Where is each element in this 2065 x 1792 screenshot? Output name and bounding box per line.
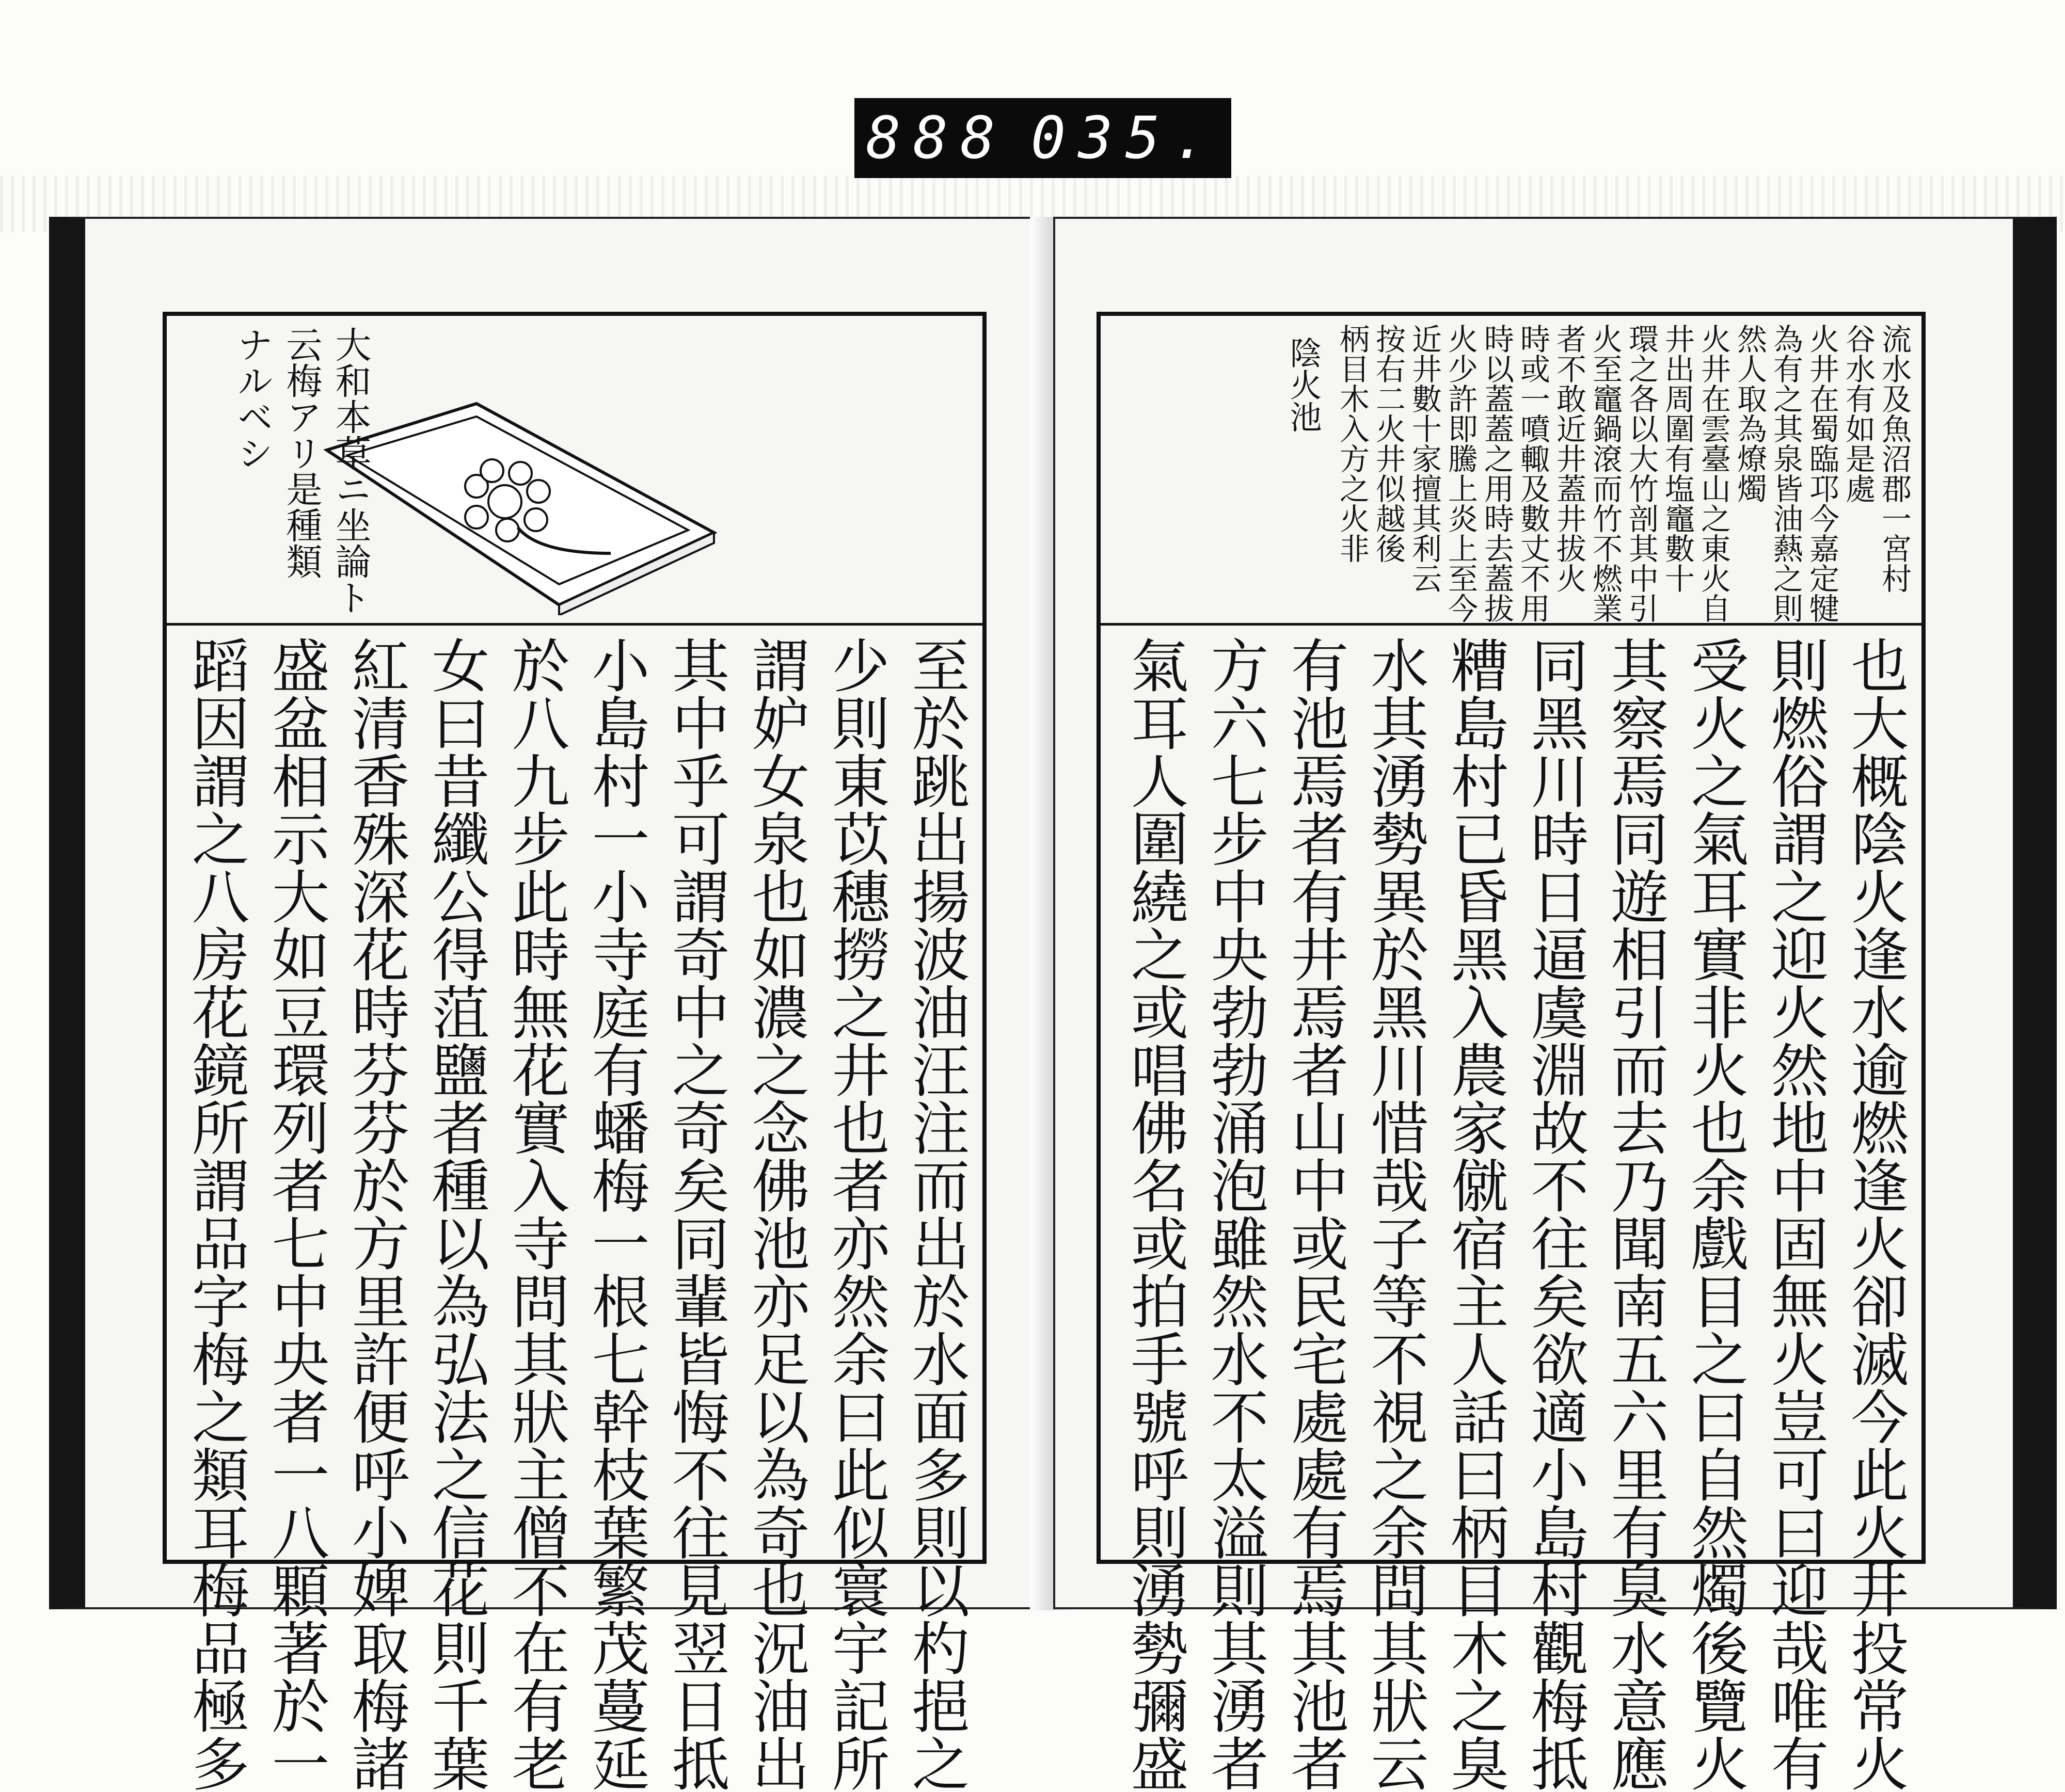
- text-column: 女曰昔纖公得菹鹽者種以為弘法之信花則千葉: [422, 636, 489, 1792]
- archive-number-right: 035.: [1030, 104, 1220, 172]
- note-column: 柄目木入方之火非: [1335, 324, 1370, 563]
- text-column: 有池焉者有井焉者山中或民宅處處有焉其池者: [1281, 636, 1348, 1792]
- text-column: 則燃俗謂之迎火然地中固無火豈可曰迎哉唯有: [1761, 636, 1829, 1792]
- text-column: 小島村一小寺庭有蟠梅一根七幹枝葉繁茂蔓延: [582, 636, 649, 1792]
- note-column: 者不敢近井蓋井拔火: [1551, 324, 1586, 593]
- text-column: 也大概陰火逢水逾燃逢火卻滅今此火井投常火: [1841, 636, 1909, 1792]
- text-column: 盛盆相示大如豆環列者七中央者一八顆著於一: [262, 636, 329, 1792]
- note-column: 時以蓋蓋之用時去蓋拔: [1479, 324, 1514, 623]
- note-column: 按右二火井似越後: [1371, 324, 1406, 563]
- note-column: 時或一噴輙及數丈不用: [1515, 324, 1550, 623]
- text-column: 其中乎可謂奇中之奇矣同輩皆悔不往見翌日抵: [662, 636, 729, 1792]
- note-column: 然人取為燎燭: [1732, 324, 1767, 503]
- section-heading: 陰火池: [1284, 337, 1322, 433]
- text-column: 方六七步中央勃勃涌泡雖然水不太溢則其湧者: [1201, 636, 1268, 1792]
- caption-col: 云梅アリ是種類: [280, 326, 323, 579]
- note-column: 火至竈鍋滾而竹不燃業: [1587, 324, 1623, 623]
- text-column: 謂妒女泉也如濃之念佛池亦足以為奇也況油出: [742, 636, 809, 1792]
- text-column: 於八九步此時無花實入寺問其狀主僧不在有老: [502, 636, 569, 1792]
- caption-col: ナルベシ: [231, 326, 274, 471]
- left-page: [49, 217, 1091, 1792]
- text-column: 至於跳出揚波油汪注而出於水面多則以杓挹之: [902, 636, 970, 1792]
- note-column: 火少許即騰上炎上至今: [1443, 324, 1478, 623]
- note-column: 井出周圍有塩竈數十: [1660, 324, 1695, 593]
- caption-col: 大和本草ニ坐論ト: [329, 326, 372, 615]
- text-column: 紅清香殊深花時芬芬於方里許便呼小婢取梅諸: [342, 636, 409, 1792]
- archive-number-left: 888: [866, 104, 1008, 172]
- note-column: 環之各以大竹剖其中引: [1624, 324, 1659, 623]
- text-column: 氣耳人圍繞之或唱佛名或拍手號呼則湧勢彌盛: [1121, 636, 1188, 1792]
- note-column: 谷水有如是處: [1840, 324, 1876, 503]
- archive-page-number-label: [854, 98, 1231, 178]
- note-column: 火井在蜀臨邛今嘉定犍: [1804, 324, 1839, 623]
- text-column: 糟島村已昏黑入農家僦宿主人話曰柄目木之臭: [1441, 636, 1508, 1792]
- note-column: 火井在雲臺山之東火自: [1696, 324, 1731, 623]
- text-column: 受火之氣耳實非火也余戲目之曰自然燭後覽火: [1681, 636, 1749, 1792]
- plum-tray-icon: [322, 398, 724, 615]
- notes-divider: [1101, 623, 1921, 626]
- text-column: 其察焉同遊相引而去乃聞南五六里有臭水意應: [1601, 636, 1669, 1792]
- illustration-divider: [167, 623, 982, 626]
- note-column: 近井數十家擅其利云: [1407, 324, 1442, 593]
- note-column: 流水及魚沼郡一宮村: [1877, 324, 1912, 593]
- note-column: 為有之其泉皆油爇之則: [1768, 324, 1803, 623]
- text-column: 同黑川時日逼虞淵故不往矣欲適小島村觀梅抵: [1521, 636, 1589, 1792]
- text-column: 蹈因謂之八房花鏡所謂品字梅之類耳梅品極多: [182, 636, 249, 1792]
- right-page-frame: [1097, 312, 1926, 1792]
- text-column: 水其湧勢異於黑川惜哉子等不視之余問其狀云: [1361, 636, 1428, 1792]
- left-page-frame: [163, 312, 987, 1792]
- right-page: [1053, 217, 2057, 1792]
- text-column: 少則東苡穗撈之井也者亦然余曰此似寰宇記所: [822, 636, 889, 1792]
